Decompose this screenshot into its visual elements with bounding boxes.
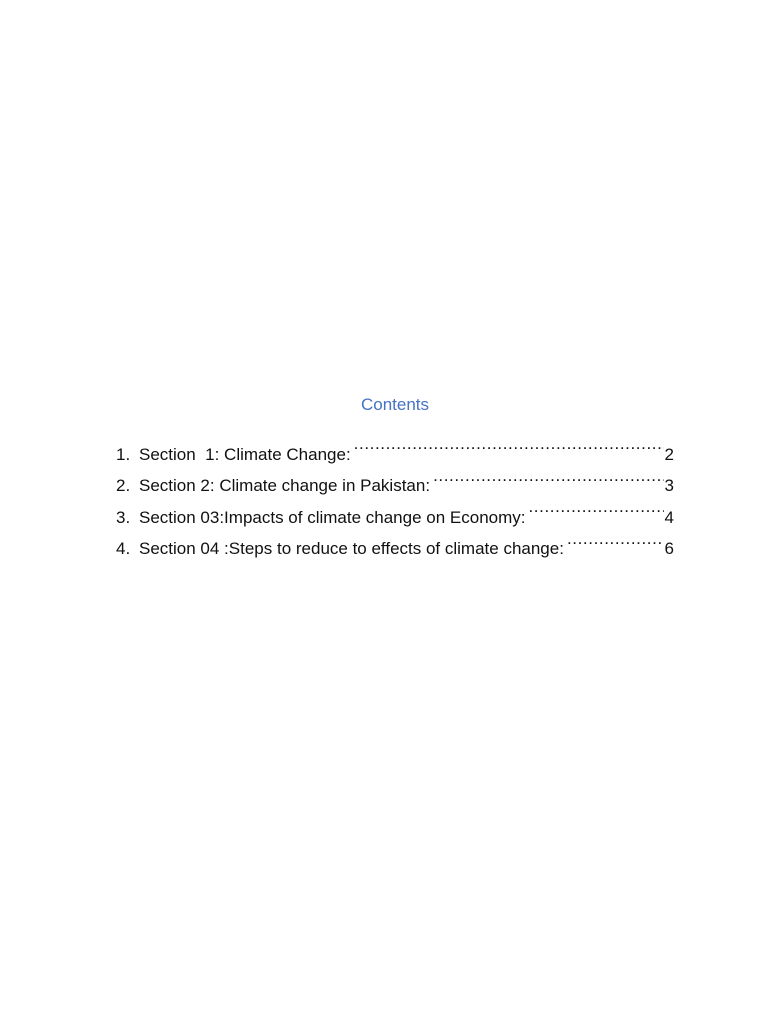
toc-dot-leader	[528, 491, 663, 523]
toc-entry-number: 2.	[116, 476, 131, 495]
toc-entry-title: Section 2: Climate change in Pakistan:	[139, 476, 431, 495]
toc-dot-leader	[567, 523, 664, 555]
toc-entry-number: 1.	[116, 444, 131, 464]
toc-heading: Contents	[360, 395, 430, 414]
toc-entry-number: 4.	[116, 539, 131, 558]
toc-entry-number: 3.	[116, 507, 131, 527]
table-of-contents	[116, 392, 674, 558]
toc-entry-page: 6	[664, 539, 674, 558]
toc-entry-title: Section 1: Climate Change:	[139, 444, 351, 464]
toc-list	[116, 428, 674, 558]
toc-entry-page: 4	[664, 507, 674, 527]
toc-entry-1[interactable]	[116, 428, 674, 464]
toc-entry-title: Section 04 :Steps to reduce to effects of climate change:	[139, 539, 564, 558]
toc-entry-page: 3	[664, 476, 674, 495]
toc-dot-leader	[433, 460, 663, 492]
toc-dot-leader	[354, 428, 664, 460]
toc-entry-page: 2	[664, 444, 674, 464]
toc-entry-title: Section 03:Impacts of climate change on Economy:	[139, 507, 526, 527]
